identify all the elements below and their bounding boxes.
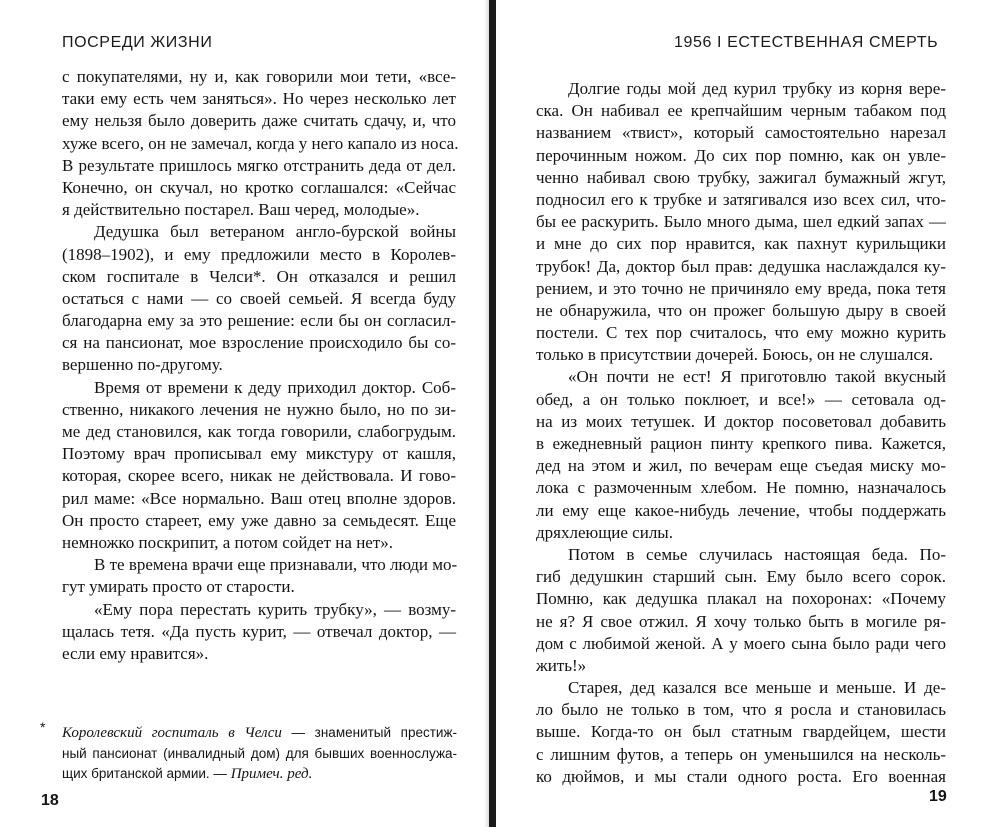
text-line: рил маме: «Все нормально. Ваш отец вполне здоров.	[62, 488, 456, 508]
text-line: гут умирать просто от старости.	[62, 577, 295, 597]
left-page	[0, 0, 490, 827]
text-line: я действительно постарел. Ваш черед, молодые».	[62, 200, 420, 220]
text-line: которая, скорее всего, никак не действовала. И гово-	[62, 466, 456, 486]
paragraph	[536, 78, 946, 366]
footnote-line	[62, 764, 457, 785]
running-head-left: ПОСРЕДИ ЖИЗНИ	[62, 34, 213, 51]
text-line: «Ему пора перестать курить трубку», — возму-	[94, 599, 456, 619]
text-line: хуже всего, он не замечал, когда у него капало из носа.	[62, 133, 459, 153]
text-line: остаться с нами — со своей семьей. Я всегда буду	[62, 288, 456, 308]
paragraph	[536, 544, 946, 677]
text-line: ли ему еще какое-нибудь лечение, чтобы поддержать	[536, 500, 946, 520]
text-line: Время от времени к деду приходил доктор. Соб-	[94, 377, 456, 397]
text-line: Старея, дед казался все меньше и меньше. И де-	[568, 678, 946, 698]
text-line: постели. С тех пор считалось, что ему можно курить	[536, 323, 946, 343]
text-line: бы ее раскурить. Было много дыма, шел едкий запах —	[536, 212, 946, 232]
text-line: немножко поскрипит, а потом сойдет на нет».	[62, 532, 394, 552]
text-line: подносил его к трубке и затягивался изо всех сил, что-	[536, 189, 946, 209]
text-line: ему нельзя было доверить даже считать сдачу, и, что	[62, 111, 456, 131]
editor-note: Примеч. ред.	[230, 766, 313, 782]
paragraph	[62, 377, 456, 555]
text-line: жить!»	[536, 655, 587, 675]
text-line: щалась тетя. «Да пусть курит, — отвечал доктор, —	[62, 621, 456, 641]
right-page	[498, 0, 1000, 827]
paragraph	[62, 599, 456, 666]
text-line: гиб дедушкин старший сын. Ему было всего сорок.	[536, 567, 946, 587]
text-line: Дедушка был ветераном англо-бурской войны	[94, 222, 456, 242]
text-line: с покупателями, ну и, как говорили мои тети, «все-	[62, 67, 456, 86]
text-line: (1898–1902), и ему предложили место в Королев-	[62, 244, 456, 264]
text-line: названием «твист», который самостоятельно нарезал	[536, 123, 946, 143]
footnote-line: ный пансионат (инвалидный дом) для бывших военнослужа-	[62, 745, 457, 761]
text-line: ченно набивал свою трубку, зажигал бумажный жгут,	[536, 167, 946, 187]
text-line: Поэтому врач прописывал ему микстуру от кашля,	[62, 444, 456, 464]
page-number-left: 18	[41, 792, 59, 809]
paragraph	[62, 221, 456, 376]
text-line: благодарна ему за это решение: если бы он согласил-	[62, 311, 456, 331]
text-line: таки ему есть чем заняться». Но через несколько лет	[62, 89, 456, 109]
text-line: ственно, никакого лечения не нужно было, но по зи-	[62, 399, 456, 419]
text-line: ко дюймов, и мы стали одного роста. Его военная	[536, 766, 946, 786]
text-line: с лишним футов, а теперь он уменьшился на несколь-	[536, 744, 946, 764]
text-line: ме дед становился, как тогда говорили, слабогрудым.	[62, 422, 456, 441]
text-line: не обнаружила, что он прожег большую дыру в своей	[536, 300, 946, 320]
paragraph	[62, 66, 459, 221]
footnote-text: — знаменитый престиж-	[291, 725, 457, 740]
footnote	[40, 719, 457, 785]
text-line: Он просто стареет, ему уже давно за семьдесят. Еще	[62, 510, 456, 530]
text-line: трубок! Да, доктор был прав: дедушка наслаждался ку-	[536, 256, 946, 276]
paragraph	[536, 677, 946, 788]
text-line: обед, а он только поклюет, и все!» — сетовала од-	[536, 389, 946, 409]
text-line: ло было не только в том, что я росла и становилась	[536, 700, 946, 720]
paragraph	[536, 366, 946, 544]
text-line: В результате пришлось мягко отстранить деда от дел.	[62, 155, 456, 175]
text-line: и мне до сих пор нравится, как пахнут курильщики	[536, 234, 946, 254]
text-line: «Он почти не ест! Я приготовлю такой вкусный	[568, 367, 946, 387]
text-line: вершенно по-другому.	[62, 355, 223, 375]
text-line: ском госпитале в Челси*. Он отказался и решил	[62, 266, 456, 286]
paragraph	[62, 554, 456, 598]
text-line: дряхлеющие силы.	[536, 522, 673, 542]
text-line: только в присутствии дочерей. Боюсь, он не слушался.	[536, 345, 934, 365]
text-line: перочинным ножом. До сих пор помню, как он увле-	[536, 145, 946, 165]
text-line: Потом в семье случилась настоящая беда. По-	[568, 544, 946, 564]
footnote-text: щих британской армии. —	[62, 766, 227, 781]
text-line: лока с размоченным хлебом. Не помню, назначалось	[536, 478, 946, 498]
page-number-right: 19	[929, 788, 947, 805]
left-page-body	[62, 66, 459, 665]
text-line: Помню, как дедушка плакал на похоронах: «Почему	[536, 589, 946, 609]
text-line: выше. Когда-то он был статным гвардейцем, шести	[536, 722, 946, 742]
text-line: на из моих тетушек. И доктор посоветовал добавить	[536, 411, 946, 431]
text-line: рением, и это точно не причиняло ему вреда, пока тетя	[536, 278, 946, 298]
right-page-body	[536, 78, 946, 788]
footnote-marker: *	[40, 719, 46, 735]
text-line: в ежедневный рацион пинту крепкого пива. Кажется,	[536, 434, 946, 453]
book-spine	[489, 0, 496, 827]
text-line: не я? Я свое отжил. Я хочу только быть в могиле ря-	[536, 611, 946, 631]
footnote-term: Королевский госпиталь в Челси	[62, 725, 282, 741]
text-line: Долгие годы мой дед курил трубку из корня вере-	[568, 79, 946, 98]
text-line: дом с любимой женой. А у моего сына было ради чего	[536, 633, 946, 653]
running-head-right: 1956 I ЕСТЕСТВЕННАЯ СМЕРТЬ	[674, 34, 939, 51]
text-line: Конечно, он скучал, но кротко соглашался: «Сейчас	[62, 177, 456, 197]
text-line: дед на этом и жил, по вечерам еще съедая миску мо-	[536, 456, 946, 476]
text-line: В те времена врачи еще признавали, что люди мо-	[94, 555, 458, 575]
text-line: ска. Он набивал ее крепчайшим черным табаком под	[536, 101, 946, 121]
text-line: если ему нравится».	[62, 643, 209, 663]
text-line: ся на пансионат, мое взросление происходило бы со-	[62, 333, 456, 353]
footnote-line	[62, 723, 457, 744]
